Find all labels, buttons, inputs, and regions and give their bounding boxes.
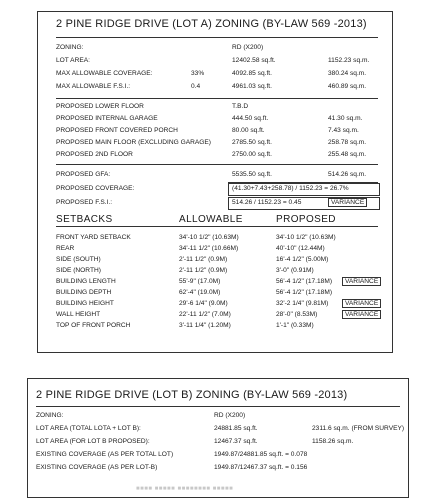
lot-a-area-sqft: 12402.58 sq.ft.: [232, 57, 276, 64]
setback-label: TOP OF FRONT PORCH: [56, 322, 131, 329]
proposed-area-label: PROPOSED MAIN FLOOR (EXCLUDING GARAGE): [56, 139, 211, 146]
setback-proposed: 56'-4 1/2" (17.18M): [276, 278, 333, 285]
setback-label: BUILDING LENGTH: [56, 278, 116, 285]
proposed-coverage-label: PROPOSED COVERAGE:: [56, 185, 135, 192]
setback-allowable: 2'-11 1/2" (0.9M): [179, 256, 228, 263]
lot-b-row-value: 1949.87/12467.37 sq.ft. = 0.156: [214, 464, 308, 471]
setback-allowable: 34'-10 1/2" (10.63M): [179, 234, 239, 241]
proposed-area-sqm: 258.78 sq.m.: [328, 139, 367, 146]
lot-b-row-label: EXISTING COVERAGE (AS PER TOTAL LOT): [36, 451, 174, 458]
proposed-gfa-label: PROPOSED GFA:: [56, 171, 111, 178]
lot-b-row-value: 12467.37 sq.ft.: [214, 438, 258, 445]
lot-b-row-value-sqm: 2311.6 sq.m. (FROM SURVEY): [312, 425, 405, 432]
setback-proposed: 40'-10" (12.44M): [276, 245, 325, 252]
lot-a-area-sqm: 1152.23 sq.m.: [328, 57, 370, 64]
max-fsi-ratio: 0.4: [191, 83, 201, 90]
proposed-area-sqft: 2750.00 sq.ft.: [232, 151, 272, 158]
setback-proposed: 1'-1" (0.33M): [276, 322, 314, 329]
proposed-gfa-sqm: 514.26 sq.m.: [328, 171, 367, 178]
proposed-area-sqft: 444.50 sq.ft.: [232, 115, 269, 122]
variance-badge: VARIANCE: [342, 277, 381, 286]
setback-allowable: 62'-4" (19.0M): [179, 289, 221, 296]
max-fsi-sqm: 460.89 sq.m.: [328, 83, 367, 90]
setback-allowable: 2'-11 1/2" (0.9M): [179, 267, 228, 274]
proposed-area-sqm: 7.43 sq.m.: [328, 127, 359, 134]
lot-b-row-label: EXISTING COVERAGE (AS PER LOT-B): [36, 464, 158, 471]
proposed-area-label: PROPOSED 2ND FLOOR: [56, 151, 133, 158]
lot-a-zoning-value: RD (X200): [232, 44, 264, 51]
lot-b-row-value-sqm: 1158.26 sq.m.: [312, 438, 354, 445]
proposed-area-label: PROPOSED LOWER FLOOR: [56, 103, 144, 110]
proposed-area-label: PROPOSED FRONT COVERED PORCH: [56, 127, 178, 134]
setback-label: SIDE (NORTH): [56, 267, 101, 274]
proposed-area-sqft: T.B.D: [232, 103, 249, 110]
proposed-area-label: PROPOSED INTERNAL GARAGE: [56, 115, 158, 122]
watermark: ■■■■ ■■■■■ ■■■■■■■■ ■■■■■: [136, 486, 234, 492]
lot-b-row-value: RD (X200): [214, 412, 246, 419]
lot-a-area-label: LOT AREA:: [56, 57, 90, 64]
lot-b-row-label: LOT AREA (FOR LOT B PROPOSED):: [36, 438, 150, 445]
lot-b-row-value: 1949.87/24881.85 sq.ft. = 0.078: [214, 451, 308, 458]
lot-b-row-label: ZONING:: [36, 412, 64, 419]
proposed-area-sqm: 255.48 sq.m.: [328, 151, 367, 158]
proposed-coverage-value: (41.30+7.43+258.78) / 1152.23 = 26.7%: [232, 185, 349, 192]
lot-a-zoning-label: ZONING:: [56, 44, 84, 51]
setback-label: SIDE (SOUTH): [56, 256, 101, 263]
lot-b-title-underline: [36, 406, 400, 407]
setback-allowable: 22'-11 1/2" (7.0M): [179, 311, 231, 318]
max-coverage-pct: 33%: [191, 70, 205, 77]
proposed-header: PROPOSED: [276, 214, 336, 225]
setbacks-header-underline: [56, 226, 378, 227]
variance-badge: VARIANCE: [342, 310, 381, 319]
proposed-gfa-sqft: 5535.50 sq.ft.: [232, 171, 272, 178]
max-coverage-sqft: 4092.85 sq.ft.: [232, 70, 272, 77]
setback-label: WALL HEIGHT: [56, 311, 101, 318]
variance-badge: VARIANCE: [342, 299, 381, 308]
setback-proposed: 16'-4 1/2" (5.00M): [276, 256, 329, 263]
setback-allowable: 34'-11 1/2" (10.66M): [179, 245, 239, 252]
setback-proposed: 3'-0" (0.91M): [276, 267, 314, 274]
max-coverage-sqm: 380.24 sq.m.: [328, 70, 367, 77]
divider-2: [56, 164, 378, 165]
setback-label: BUILDING HEIGHT: [56, 300, 114, 307]
lot-b-zoning-sheet: [27, 378, 409, 498]
proposed-fsi-value: 514.26 / 1152.23 = 0.45: [232, 199, 302, 206]
setbacks-header: SETBACKS: [56, 214, 113, 225]
max-fsi-sqft: 4961.03 sq.ft.: [232, 83, 272, 90]
proposed-area-sqm: 41.30 sq.m.: [328, 115, 363, 122]
setback-allowable: 55'-9" (17.0M): [179, 278, 221, 285]
setback-allowable: 3'-11 1/4" (1.20M): [179, 322, 231, 329]
proposed-area-sqft: 2785.50 sq.ft.: [232, 139, 272, 146]
setback-variance-cell: [342, 301, 381, 308]
lot-b-row-label: LOT AREA (TOTAL LOTA + LOT B):: [36, 425, 141, 432]
setback-label: FRONT YARD SETBACK: [56, 234, 131, 241]
setback-proposed: 28'-0" (8.53M): [276, 311, 318, 318]
setback-label: BUILDING DEPTH: [56, 289, 112, 296]
lot-a-title-underline: [56, 37, 378, 38]
proposed-area-sqft: 80.00 sq.ft.: [232, 127, 265, 134]
setback-proposed: 32'-2 1/4" (9.81M): [276, 300, 329, 307]
max-fsi-label: MAX ALLOWABLE F.S.I.:: [56, 83, 131, 90]
allowable-header: ALLOWABLE: [179, 214, 243, 225]
lot-a-zoning-sheet: [37, 11, 393, 353]
setback-label: REAR: [56, 245, 75, 252]
lot-b-title: 2 PINE RIDGE DRIVE (LOT B) ZONING (BY-LAW 569 -2013): [36, 389, 348, 401]
lot-a-title: 2 PINE RIDGE DRIVE (LOT A) ZONING (BY-LAW 569 -2013): [56, 18, 367, 30]
setback-proposed: 34'-10 1/2" (10.63M): [276, 234, 336, 241]
setback-variance-cell: [342, 312, 381, 319]
divider-1: [56, 98, 378, 99]
max-coverage-label: MAX ALLOWABLE COVERAGE:: [56, 70, 153, 77]
proposed-fsi-variance-badge: VARIANCE: [328, 198, 367, 207]
setback-variance-cell: [342, 279, 381, 286]
lot-b-row-value: 24881.85 sq.ft.: [214, 425, 258, 432]
setback-proposed: 56'-4 1/2" (17.18M): [276, 289, 333, 296]
proposed-fsi-label: PROPOSED F.S.I.:: [56, 199, 113, 206]
setback-allowable: 29'-6 1/4" (9.0M): [179, 300, 228, 307]
